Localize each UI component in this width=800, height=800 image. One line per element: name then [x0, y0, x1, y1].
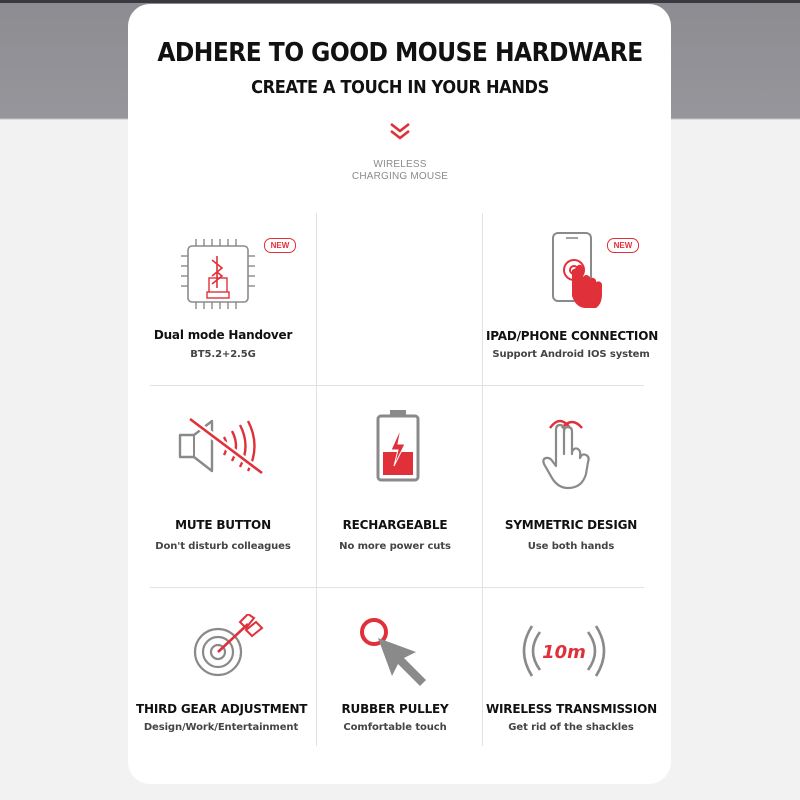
product-tag-line-2: CHARGING MOUSE	[351, 171, 449, 182]
feature-subtitle: Use both hands	[527, 541, 615, 552]
feature-title: WIRELESS TRANSMISSION	[486, 702, 657, 716]
feature-title: RECHARGEABLE	[342, 518, 448, 532]
feature-subtitle: Support Android IOS system	[492, 349, 650, 360]
target-arrow-icon	[190, 614, 266, 678]
feature-subtitle: No more power cuts	[339, 541, 451, 552]
feature-subtitle: BT5.2+2.5G	[190, 349, 256, 360]
bluetooth-chip-icon	[178, 236, 260, 312]
new-badge: NEW	[264, 238, 296, 253]
feature-title: RUBBER PULLEY	[341, 702, 449, 716]
feature-title: MUTE BUTTON	[175, 518, 271, 532]
grid-divider	[150, 587, 644, 588]
grid-divider	[482, 213, 483, 746]
double-chevron-down-icon	[387, 122, 413, 142]
feature-title: SYMMETRIC DESIGN	[504, 518, 638, 532]
feature-subtitle: Design/Work/Entertainment	[143, 722, 299, 733]
grid-divider	[316, 213, 317, 746]
page-title: ADHERE TO GOOD MOUSE HARDWARE	[157, 38, 643, 68]
page-subtitle: CREATE A TOUCH IN YOUR HANDS	[251, 77, 549, 98]
mute-speaker-icon	[176, 415, 268, 477]
grid-divider	[150, 385, 644, 386]
two-finger-hand-icon	[538, 414, 602, 492]
feature-subtitle: Don't disturb colleagues	[155, 541, 291, 552]
feature-title: Dual mode Handover	[153, 328, 293, 342]
battery-charging-icon	[374, 408, 422, 484]
phone-touch-icon	[548, 230, 608, 312]
feature-title: IPAD/PHONE CONNECTION	[486, 329, 659, 343]
top-edge-bar	[0, 0, 800, 3]
wireless-10m-icon	[518, 622, 610, 680]
new-badge: NEW	[607, 238, 639, 253]
product-tag	[300, 159, 500, 183]
cursor-click-icon	[358, 612, 434, 688]
feature-subtitle: Comfortable touch	[343, 722, 447, 733]
feature-subtitle: Get rid of the shackles	[508, 722, 634, 733]
product-tag-line-1: WIRELESS	[373, 159, 427, 170]
feature-title: THIRD GEAR ADJUSTMENT	[136, 702, 308, 716]
wireless-range-text: 10m	[542, 642, 586, 663]
